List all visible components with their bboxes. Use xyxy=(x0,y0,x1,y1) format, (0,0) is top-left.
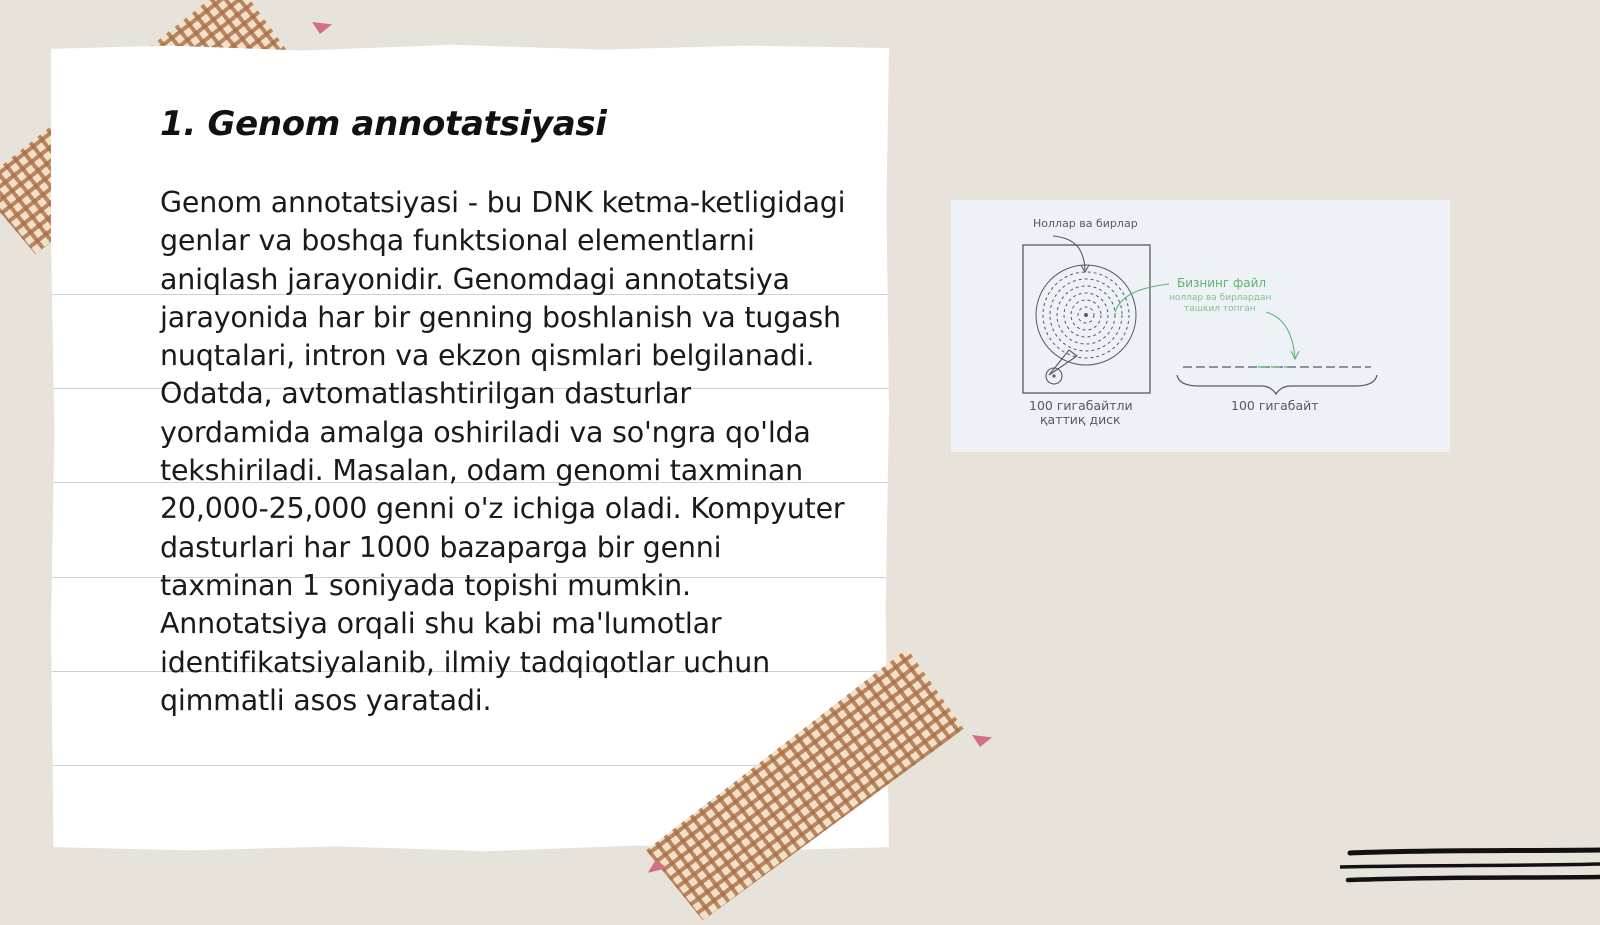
slide-body-text: Genom annotatsiyasi - bu DNK ketma-ketligidagi genlar va boshqa funktsional elementlarni aniqlash jarayonidir. Genomdagi annotatsiya jarayonida har bir genning boshlanish va tugash nuqtalari, intron va ekzon qismlari belgilanadi. Odatda, avtomatlashtirilgan dasturlar yordamida amalga oshiriladi va so'ngra qo'lda tekshiriladi. Masalan, odam genomi taxminan 20,000-25,000 genni o'z ichiga oladi. Kompyuter dasturlari har 1000 bazaparga bir genni taxminan 1 soniyada topishi mumkin. Annotatsiya orqali shu kabi ma'lumotlar identifikatsiyalanib, ilmiy tadqiqotlar uchun qimmatli asos yaratadi. xyxy=(160,186,846,717)
size-label: 100 гигабайт xyxy=(1231,398,1319,413)
file-label: Бизнинг файл xyxy=(1177,276,1267,290)
hard-disk-platter-icon xyxy=(1023,245,1150,393)
disk-spindle xyxy=(1084,313,1088,317)
pin-decoration xyxy=(312,22,332,34)
disk-label: 100 гигабайтли xyxy=(1029,398,1133,413)
file-pointer-arrow xyxy=(1115,284,1169,312)
hard-disk-diagram xyxy=(951,200,1450,452)
decorative-strokes xyxy=(1340,845,1600,895)
read-head-pivot-dot xyxy=(1052,374,1055,377)
size-brace xyxy=(1177,375,1377,394)
top-label: Ноллар ва бирлар xyxy=(1033,217,1138,230)
disk-label: қаттиқ диск xyxy=(1040,412,1121,427)
diagram-canvas xyxy=(951,200,1450,452)
file-label-sub: ташкил топган xyxy=(1184,304,1256,314)
file-label-sub: ноллар ва бирлардан xyxy=(1169,293,1272,303)
pin-decoration xyxy=(972,735,992,747)
read-head-arm xyxy=(1049,350,1077,375)
slide-title: 1. Genom annotatsiyasi xyxy=(160,104,607,144)
file-arrow xyxy=(1266,312,1295,358)
